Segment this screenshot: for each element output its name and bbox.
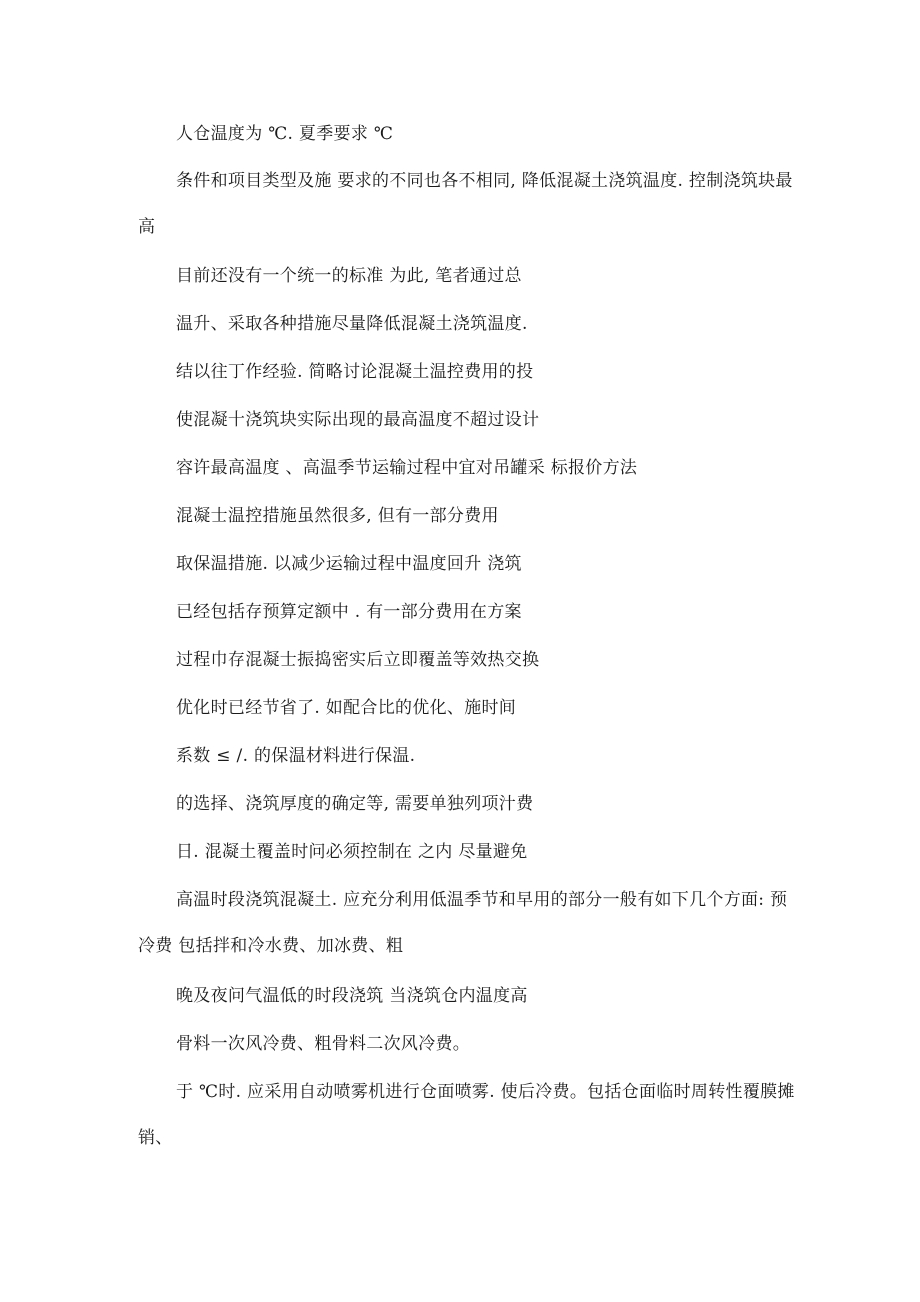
paragraph-2: 条件和项目类型及施 要求的不同也各不相同, 降低混凝土浇筑温度. 控制浇筑块最高 — [138, 171, 793, 237]
paragraph-7: 容许最高温度 、高温季节运输过程中宜对吊罐采 标报价方法 — [176, 458, 638, 478]
paragraph-4: 温升、采取各种措施尽量降低混凝土浇筑温度. — [176, 314, 528, 334]
paragraph-13: 系数 ≤ /. 的保温材料进行保温. — [176, 746, 416, 766]
paragraph-18: 骨料一次风冷费、粗骨料二次风冷费。 — [176, 1034, 471, 1054]
paragraph-1: 人仓温度为 ℃. 夏季要求 ℃ — [176, 124, 394, 144]
paragraph-16: 高温时段浇筑混凝土. 应充分利用低温季节和早用的部分一般有如下几个方面: 预冷费 包括拌和冷水费、加冰费、粗 — [138, 890, 788, 956]
paragraph-19: 于 ℃时. 应采用自动喷雾机进行仓面喷雾. 使后冷费。包括仓面临时周转性覆膜摊销、 — [138, 1082, 795, 1148]
paragraph-5: 结以往丁作经验. 简略讨论混凝土温控费用的投 — [176, 362, 534, 382]
paragraph-6: 使混凝十浇筑块实际出现的最高温度不超过设计 — [176, 410, 540, 430]
paragraph-15: 日. 混凝土覆盖时问必须控制在 之内 尽量避免 — [176, 842, 528, 862]
paragraph-17: 晚及夜问气温低的时段浇筑 当浇筑仓内温度高 — [176, 986, 528, 1006]
paragraph-8: 混凝士温控措施虽然很多, 但有一部分费用 — [176, 506, 499, 526]
paragraph-3: 目前还没有一个统一的标准 为此, 笔者通过总 — [176, 266, 522, 286]
paragraph-10: 已经包括存预算定额中 . 有一部分费用在方案 — [176, 602, 522, 622]
paragraph-14: 的选择、浇筑厚度的确定等, 需要单独列项汁费 — [176, 794, 534, 814]
paragraph-9: 取保温措施. 以减少运输过程中温度回升 浇筑 — [176, 554, 522, 574]
paragraph-12: 优化时已经节省了. 如配合比的优化、施时间 — [176, 698, 517, 718]
paragraph-11: 过程巾存混凝士振捣密实后立即覆盖等效热交换 — [176, 650, 540, 670]
